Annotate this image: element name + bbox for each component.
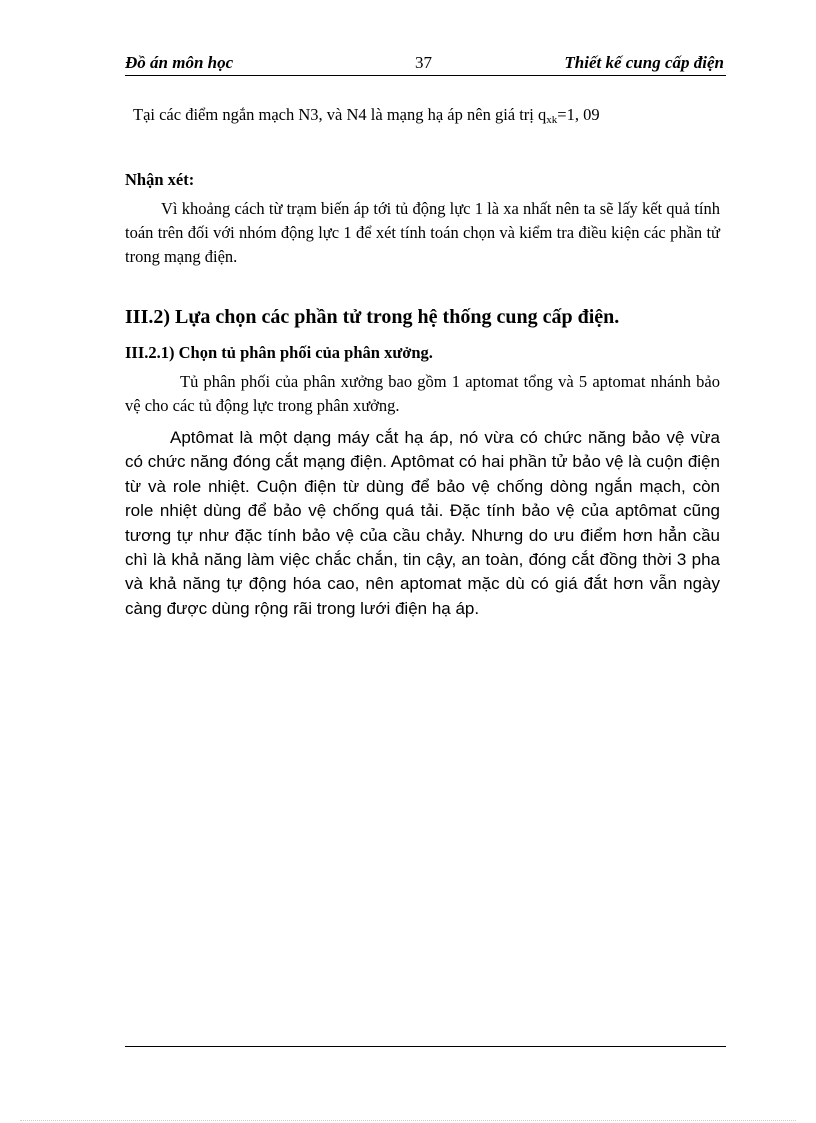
short-circuit-text: Tại các điểm ngắn mạch N3, và N4 là mạng hạ áp nên giá trị q <box>133 105 547 124</box>
distribution-panel-paragraph: Tủ phân phối của phân xưởng bao gồm 1 aptomat tổng và 5 aptomat nhánh bảo vệ cho các tủ động lực trong phân xưởng. <box>125 372 720 415</box>
page-header <box>125 53 726 76</box>
page-edge-dotted-line <box>20 1120 796 1121</box>
footer-rule <box>125 1046 726 1047</box>
header-course-title: Đồ án môn học <box>125 53 234 72</box>
subsection-heading: III.2.1) Chọn tủ phân phối của phân xưởng. <box>125 343 433 362</box>
short-circuit-subscript: xk <box>546 114 558 126</box>
header-document-title: Thiết kế cung cấp điện <box>564 53 724 72</box>
remark-paragraph: Vì khoảng cách từ trạm biến áp tới tủ động lực 1 là xa nhất nên ta sẽ lấy kết quả tính toán trên đối với nhóm động lực 1 để xét tính toán chọn và kiểm tra điều kiện các phần tử trong mạng điện. <box>125 199 720 266</box>
page-number: 37 <box>415 53 432 72</box>
remark-heading: Nhận xét: <box>125 170 195 189</box>
section-heading: III.2) Lựa chọn các phần tử trong hệ thống cung cấp điện. <box>125 306 620 328</box>
short-circuit-paragraph <box>133 103 728 132</box>
aptomat-paragraph: Aptômat là một dạng máy cắt hạ áp, nó vừa có chức năng bảo vệ vừa có chức năng đóng cắt mạng điện. Aptômat có hai phần tử bảo vệ là cuộn điện từ và role nhiệt. Cuộn điện từ dùng để bảo vệ chống dòng ngắn mạch, còn role nhiệt dùng để bảo vệ chống quá tải. Đặc tính bảo vệ của aptômat cũng tương tự như đặc tính bảo vệ của cầu chảy. Nhưng do ưu điểm hơn hẳn cầu chì là khả năng làm việc chắc chắn, tin cậy, an toàn, đóng cắt đồng thời 3 pha và khả năng tự động hóa cao, nên aptomat mặc dù có giá đắt hơn vẫn ngày càng được dùng rộng rãi trong lưới điện hạ áp. <box>125 428 720 618</box>
short-circuit-value: =1, 09 <box>557 105 600 124</box>
